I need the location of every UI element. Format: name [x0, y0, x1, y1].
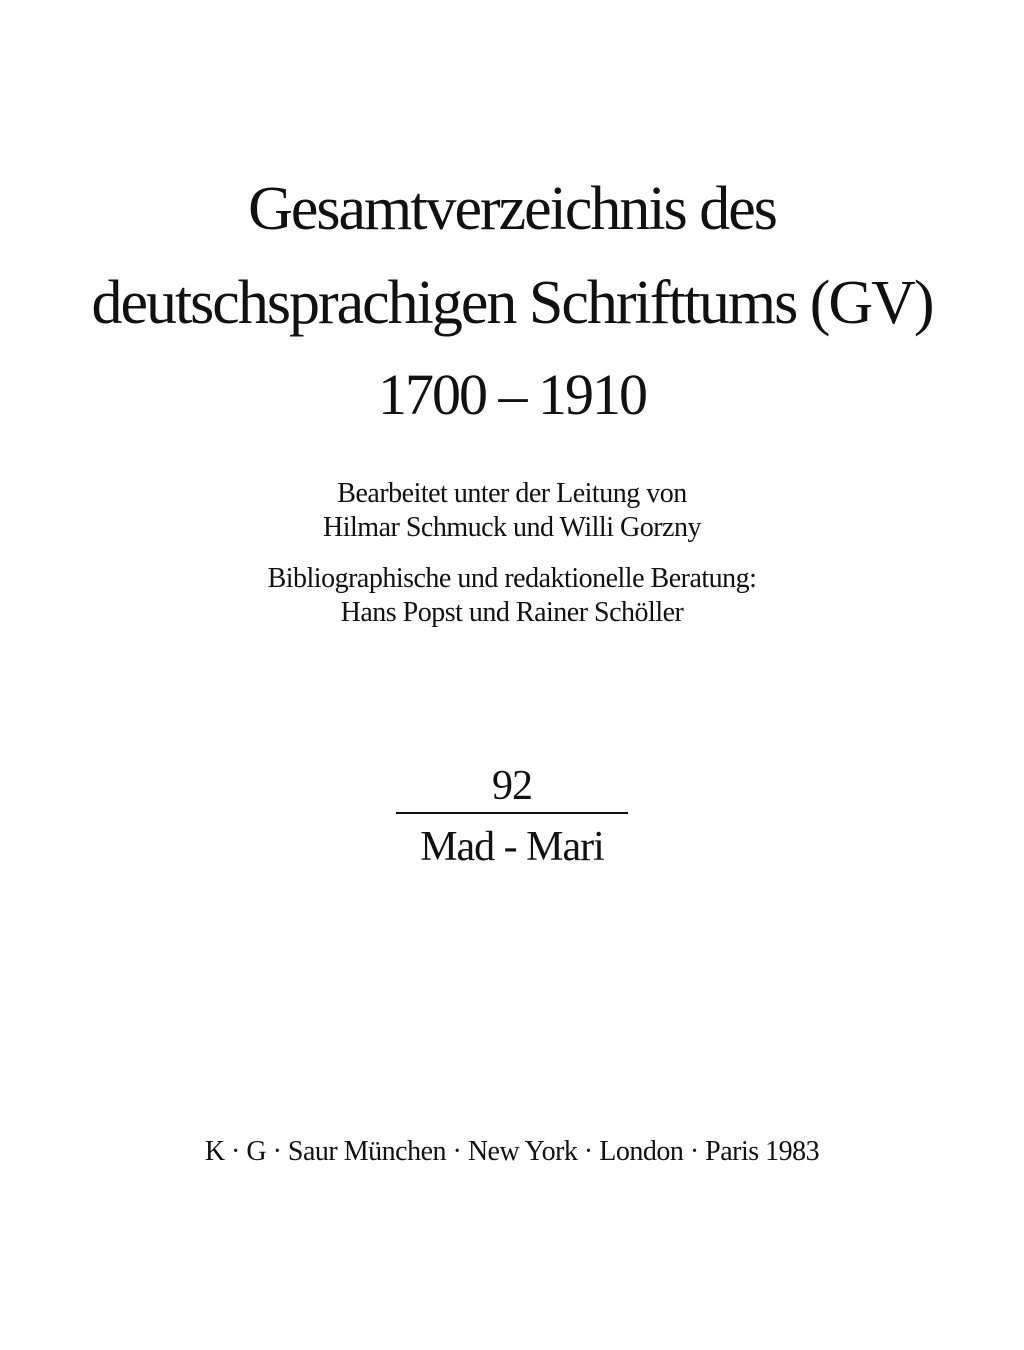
- credit-line-4: Hans Popst und Rainer Schöller: [340, 597, 684, 628]
- volume-range: Mad - Mari: [420, 824, 604, 870]
- volume-divider: [396, 812, 628, 814]
- credit-line-1: Bearbeitet unter der Leitung von: [337, 478, 687, 509]
- publisher-imprint: K · G · Saur München · New York · London · Paris 1983: [204, 1136, 820, 1167]
- volume-number: 92: [492, 763, 532, 809]
- title-line-2: deutschsprachigen Schrifttums (GV): [91, 269, 933, 337]
- credit-line-3: Bibliographische und redaktionelle Beratung:: [267, 563, 757, 594]
- credit-line-2: Hilmar Schmuck und Willi Gorzny: [323, 512, 701, 543]
- title-years: 1700 – 1910: [378, 362, 646, 427]
- title-line-1: Gesamtverzeichnis des: [248, 175, 776, 243]
